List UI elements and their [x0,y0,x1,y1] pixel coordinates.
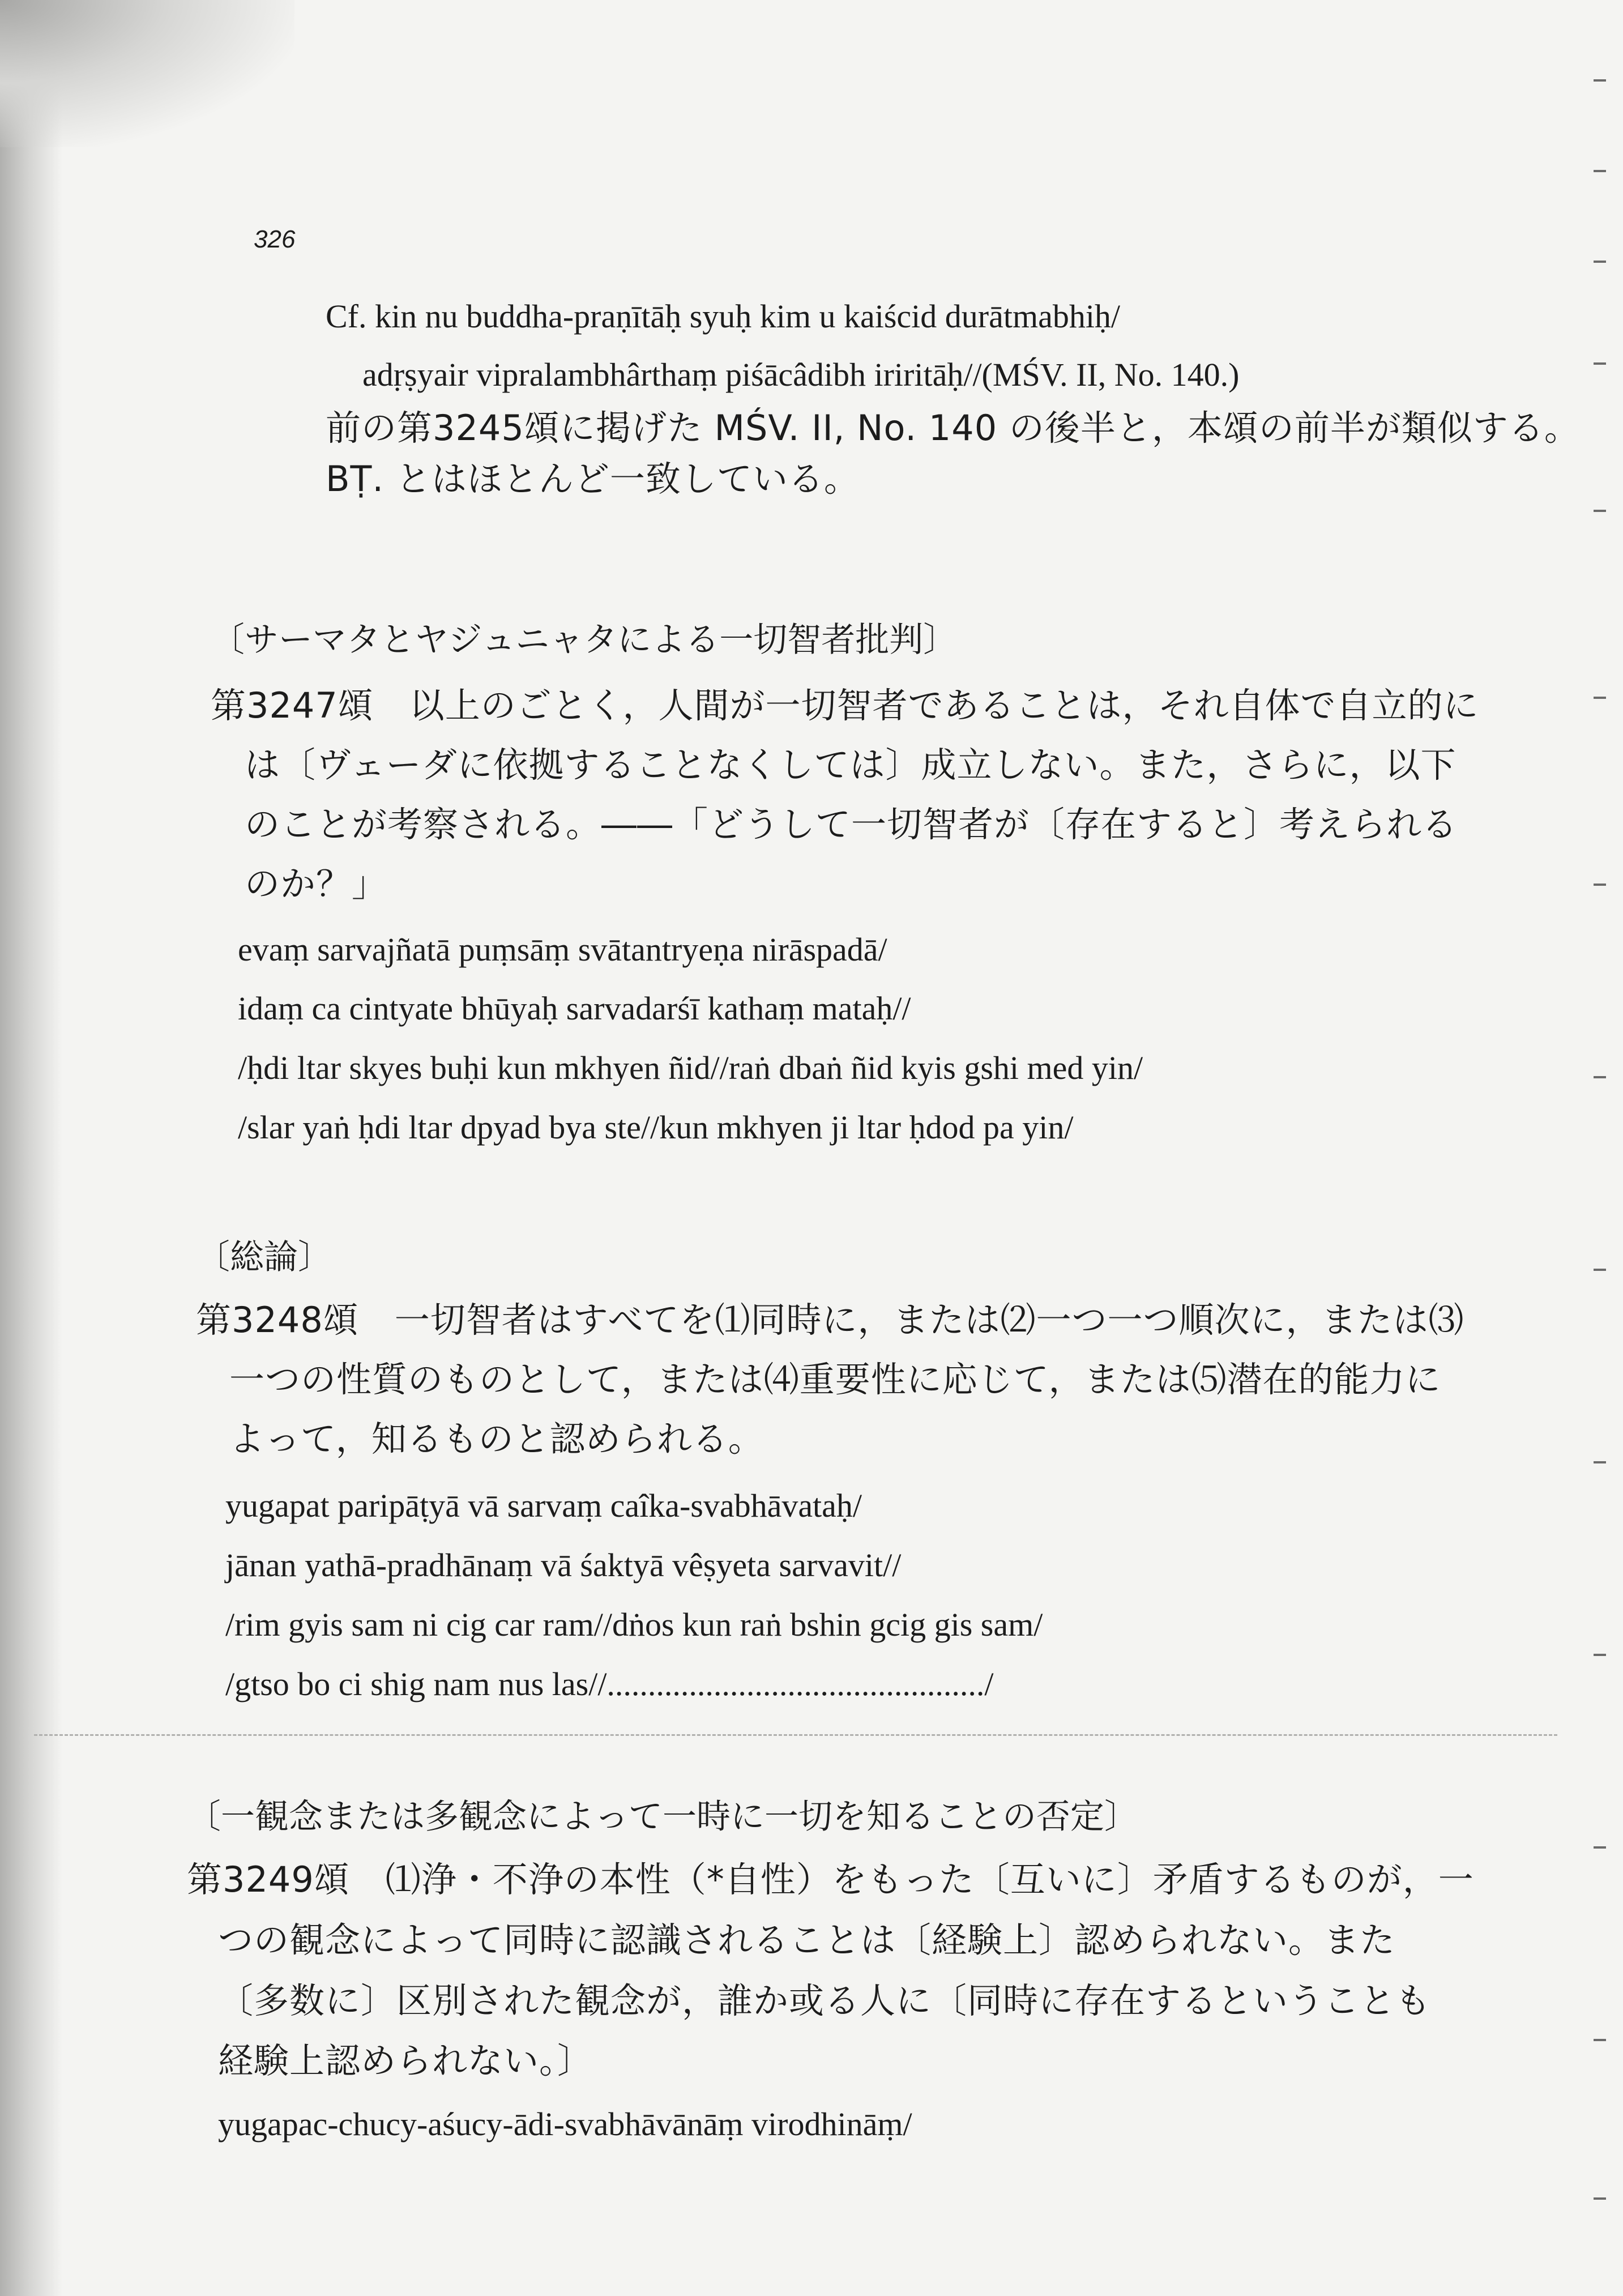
sanskrit-3248-line-2: jānan yathā-pradhānaṃ vā śaktyā vêṣyeta sarvavit// [225,1547,902,1584]
verse-3248-line-1: 第3248頌 一切智者はすべてを⑴同時に，または⑵一つ一つ順次に，または⑶ [196,1299,1464,1341]
verse-3247-line-3: のことが考察される。――「どうして一切智者が〔存在すると〕考えられる [245,804,1458,845]
edge-tick [1594,170,1606,172]
edge-tick [1594,1846,1606,1849]
cf-line-3: 前の第3245頌に掲げた MŚV. II, No. 140 の後半と，本頌の前半が類似する。 [326,407,1580,449]
scan-shadow [0,0,62,2296]
section-heading-3249: 〔一観念または多観念によって一時に一切を知ることの否定〕 [187,1797,1138,1837]
verse-3249-line-1: 第3249頌 ⑴浄・不浄の本性（*自性）をもった〔互いに〕矛盾するものが，一 [187,1859,1474,1900]
verse-3247-line-2: は〔ヴェーダに依拠することなくしては〕成立しない。また，さらに，以下 [245,744,1457,786]
page-edge-marks [1589,0,1606,2296]
edge-tick [1594,1461,1606,1463]
edge-tick [1594,2197,1606,2200]
cf-line-1: Cf. kin nu buddha-praṇītāḥ syuḥ kim u kaiścid durātmabhiḥ/ [326,298,1121,335]
scan-divider [34,1734,1557,1736]
verse-3249-line-2: つの観念によって同時に認識されることは〔経験上〕認められない。また [218,1919,1396,1961]
sanskrit-3247-line-2: idaṃ ca cintyate bhūyaḥ sarvadarśī kathaṃ mataḥ// [238,990,911,1027]
verse-3247-line-4: のか？」 [245,863,388,904]
sanskrit-3248-line-1: yugapat paripāṭyā vā sarvaṃ caîka-svabhāvataḥ/ [225,1487,862,1524]
edge-tick [1594,362,1606,365]
edge-tick [1594,510,1606,512]
edge-tick [1594,1269,1606,1271]
cf-line-2: adṛṣyair vipralambhârthaṃ piśācâdibh iriritāḥ//(MŚV. II, No. 140.) [362,356,1240,393]
edge-tick [1594,1654,1606,1656]
cf-line-4: BṬ. とはほとんど一致している。 [326,458,860,500]
edge-tick [1594,697,1606,699]
tibetan-3247-line-1: /ḥdi ltar skyes buḥi kun mkhyen ñid//raṅ dbaṅ ñid kyis gshi med yin/ [238,1049,1143,1086]
tibetan-3248-line-1: /rim gyis sam ni cig car ram//dṅos kun raṅ bshin gcig gis sam/ [225,1606,1043,1643]
verse-3248-line-2: 一つの性質のものとして，または⑷重要性に応じて，または⑸潜在的能力に [229,1359,1441,1400]
scan-shadow-corner [0,0,294,147]
tibetan-3247-line-2: /slar yaṅ ḥdi ltar dpyad bya ste//kun mkhyen ji ltar ḥdod pa yin/ [238,1109,1074,1146]
section-heading-3248: 〔総論〕 [196,1237,332,1277]
page-number: 326 [254,225,296,253]
edge-tick [1594,79,1606,82]
section-heading-3247: 〔サーマタとヤジュニャタによる一切智者批判〕 [211,620,958,660]
verse-3248-line-3: よって，知るものと認められる。 [229,1418,764,1459]
verse-3249-line-3: 〔多数に〕区別された観念が，誰か或る人に〔同時に存在するということも [218,1980,1432,2021]
verse-3249-line-4: 経験上認められない。〕 [218,2040,593,2081]
edge-tick [1594,1076,1606,1078]
sanskrit-3247-line-1: evaṃ sarvajñatā puṃsāṃ svātantryeṇa nirāspadā/ [238,931,887,968]
sanskrit-3249-line-1: yugapac-chucy-aśucy-ādi-svabhāvānāṃ virodhināṃ/ [218,2106,912,2143]
tibetan-3248-line-2: /gtso bo ci shig nam nus las//............................................../ [225,1666,994,1702]
verse-3247-line-1: 第3247頌 以上のごとく，人間が一切智者であることは，それ自体で自立的に [211,685,1479,726]
edge-tick [1594,884,1606,886]
edge-tick [1594,261,1606,263]
edge-tick [1594,2039,1606,2041]
